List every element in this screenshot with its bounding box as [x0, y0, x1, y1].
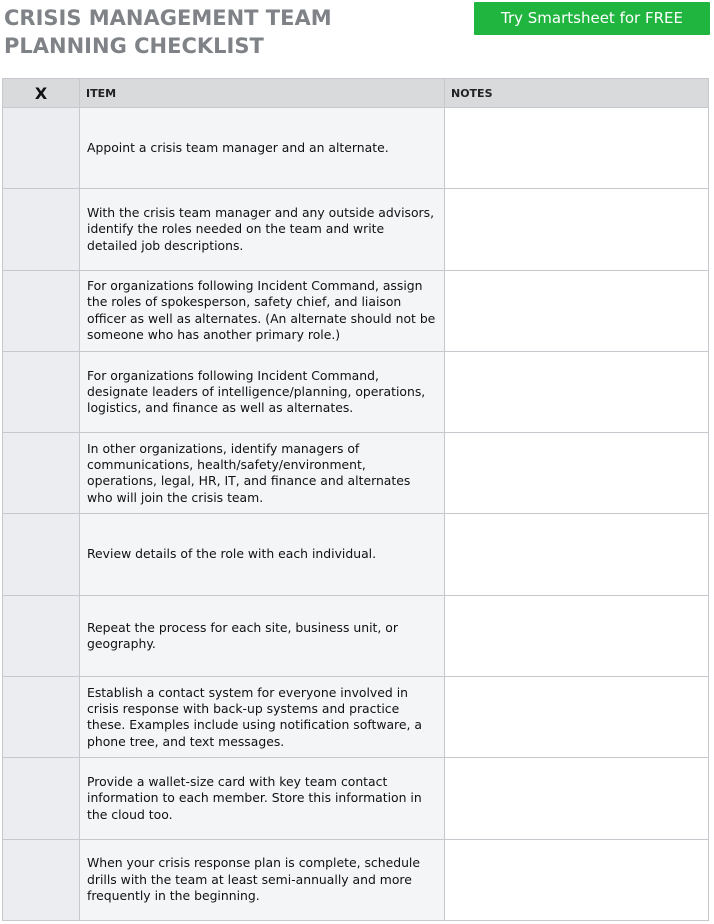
column-header-item: ITEM — [80, 79, 445, 108]
notes-cell[interactable] — [445, 514, 709, 595]
table-row — [3, 514, 709, 595]
item-cell: Provide a wallet-size card with key team contact information to each member. Store this information in the cloud too. — [80, 758, 445, 839]
check-cell[interactable] — [3, 677, 80, 758]
notes-cell[interactable] — [445, 189, 709, 270]
check-cell[interactable] — [3, 514, 80, 595]
table-row — [3, 270, 709, 351]
page-title: CRISIS MANAGEMENT TEAM PLANNING CHECKLIST — [4, 6, 332, 58]
table-row — [3, 758, 709, 839]
table-row — [3, 189, 709, 270]
item-cell: Establish a contact system for everyone involved in crisis response with back-up systems and practice these. Examples include using notification software, a phone tree, and text messages. — [80, 677, 445, 758]
notes-cell[interactable] — [445, 758, 709, 839]
item-cell: Review details of the role with each individual. — [80, 514, 445, 595]
table-row — [3, 595, 709, 676]
item-cell: For organizations following Incident Command, designate leaders of intelligence/planning, operations, logistics, and finance as well as alternates. — [80, 351, 445, 432]
checklist-table — [2, 78, 709, 921]
column-header-check: X — [3, 79, 80, 108]
notes-cell[interactable] — [445, 108, 709, 189]
try-smartsheet-button[interactable]: Try Smartsheet for FREE — [474, 2, 710, 35]
check-cell[interactable] — [3, 839, 80, 920]
notes-cell[interactable] — [445, 351, 709, 432]
notes-cell[interactable] — [445, 839, 709, 920]
check-cell[interactable] — [3, 108, 80, 189]
item-cell: In other organizations, identify managers of communications, health/safety/environment, operations, legal, HR, IT, and finance and alternates who will join the crisis team. — [80, 433, 445, 514]
notes-cell[interactable] — [445, 595, 709, 676]
check-cell[interactable] — [3, 758, 80, 839]
notes-cell[interactable] — [445, 677, 709, 758]
check-cell[interactable] — [3, 595, 80, 676]
header-row — [3, 79, 709, 108]
check-cell[interactable] — [3, 189, 80, 270]
table-row — [3, 351, 709, 432]
item-cell: Repeat the process for each site, business unit, or geography. — [80, 595, 445, 676]
item-cell: Appoint a crisis team manager and an alternate. — [80, 108, 445, 189]
table-row — [3, 677, 709, 758]
check-cell[interactable] — [3, 433, 80, 514]
table-row — [3, 433, 709, 514]
item-cell: When your crisis response plan is complete, schedule drills with the team at least semi-annually and more frequently in the beginning. — [80, 839, 445, 920]
check-cell[interactable] — [3, 270, 80, 351]
table-row — [3, 108, 709, 189]
notes-cell[interactable] — [445, 433, 709, 514]
check-cell[interactable] — [3, 351, 80, 432]
table-row — [3, 839, 709, 920]
item-cell: For organizations following Incident Command, assign the roles of spokesperson, safety chief, and liaison officer as well as alternates. (An alternate should not be someone who has another primary role.) — [80, 270, 445, 351]
column-header-notes: NOTES — [445, 79, 709, 108]
item-cell: With the crisis team manager and any outside advisors, identify the roles needed on the team and write detailed job descriptions. — [80, 189, 445, 270]
notes-cell[interactable] — [445, 270, 709, 351]
